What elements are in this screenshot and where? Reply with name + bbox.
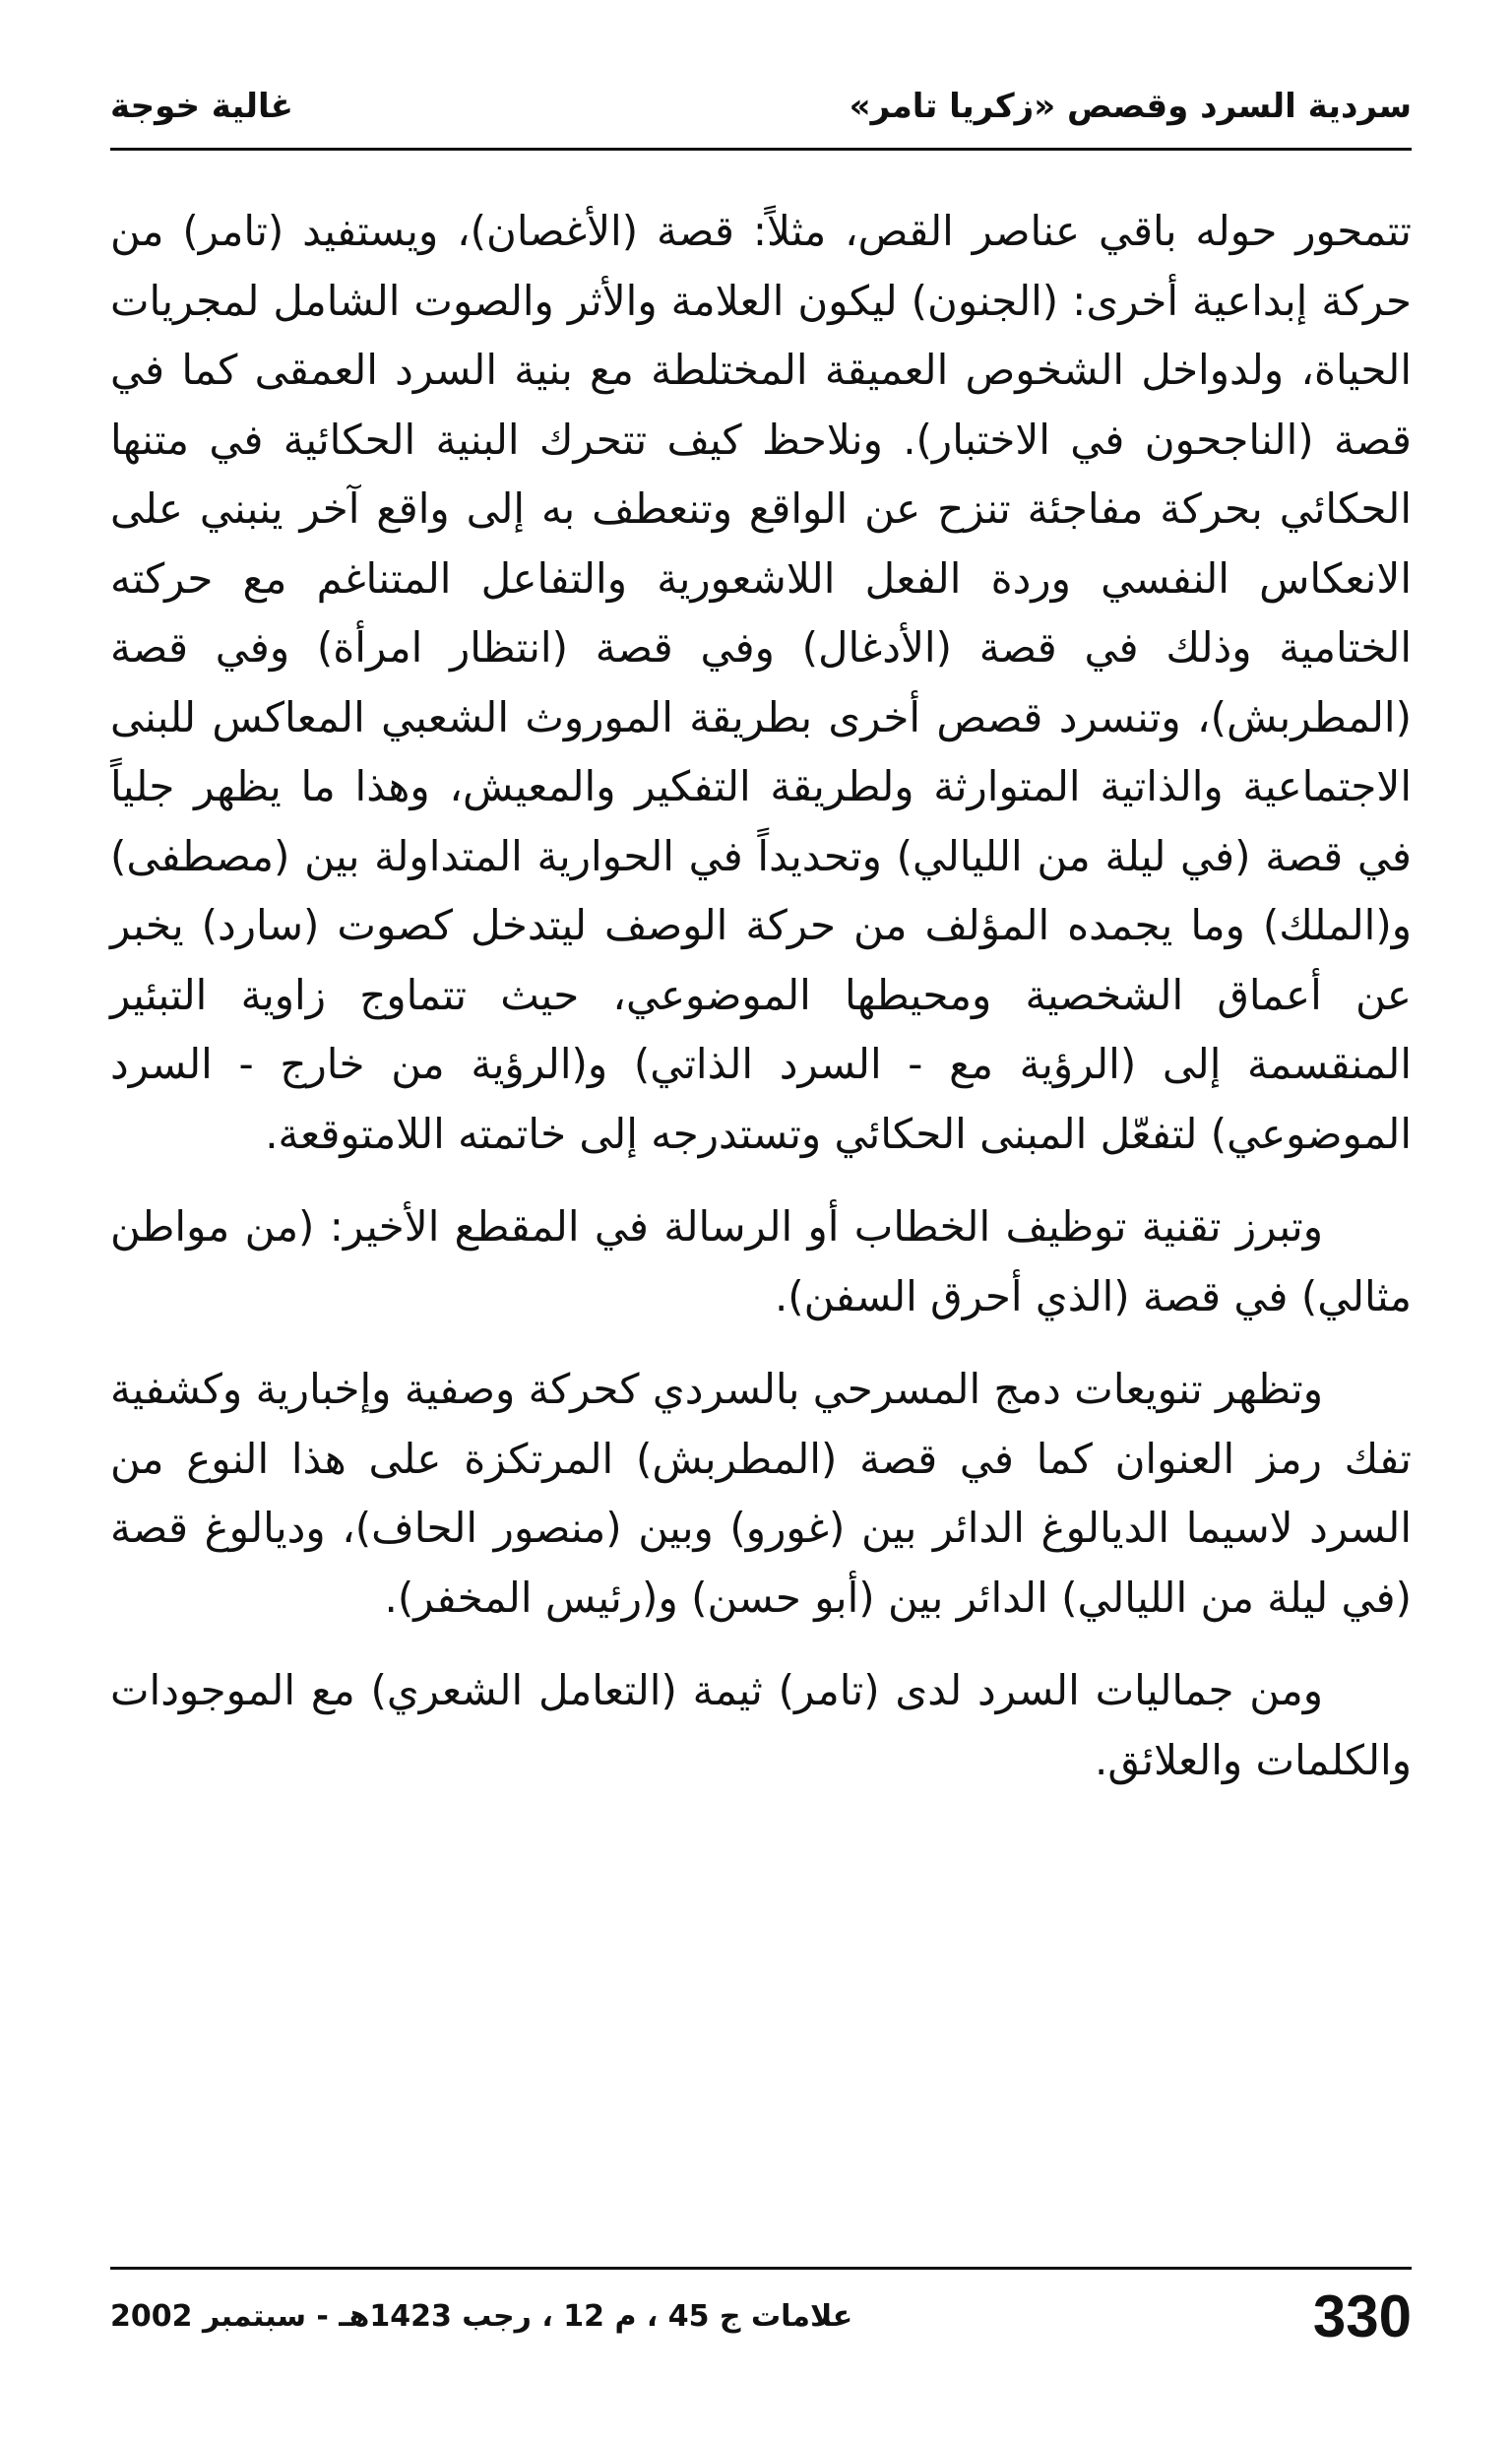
page-number: 330 (1312, 2283, 1412, 2349)
article-title: سردية السرد وقصص «زكريا تامر» (849, 87, 1412, 126)
running-header (110, 77, 1412, 136)
header-divider (110, 148, 1412, 151)
footer-divider (110, 2267, 1412, 2270)
paragraph-3: وتظهر تنويعات دمج المسرحي بالسردي كحركة وصفية وإخبارية وكشفية تفك رمز العنوان كما في قصة (المطربش) المرتكزة على هذا النوع من السرد لاسيما الديالوغ الدائر بين (غورو) وبين (منصور الحاف)، وديالوغ قصة (في ليلة من الليالي) الدائر بين (أبو حسن) و(رئيس المخفر). (110, 1365, 1412, 1622)
page-footer (110, 2282, 1412, 2351)
author-name: غالية خوجة (110, 87, 294, 126)
paragraph-4: ومن جماليات السرد لدى (تامر) ثيمة (التعامل الشعري) مع الموجودات والكلمات والعلائق. (110, 1666, 1412, 1784)
journal-citation: علامات ج 45 ، م 12 ، رجب 1423هـ - سبتمبر 2002 (110, 2299, 853, 2334)
body-text (110, 197, 1412, 1819)
paragraph-2: وتبرز تقنية توظيف الخطاب أو الرسالة في المقطع الأخير: (من مواطن مثالي) في قصة (الذي أحرق السفن). (110, 1202, 1412, 1320)
paragraph-1: تتمحور حوله باقي عناصر القص، مثلاً: قصة (الأغصان)، ويستفيد (تامر) من حركة إبداعية أخرى: (الجنون) ليكون العلامة والأثر والصوت الشامل لمجريات الحياة، ولدواخل الشخوص العميقة المختلطة مع بنية السرد العمقى كما في قصة (الناجحون في الاختبار). ونلاحظ كيف تتحرك البنية الحكائية في متنها الحكائي بحركة مفاجئة تنزح عن الواقع وتنعطف به إلى واقع آخر ينبني على الانعكاس النفسي وردة الفعل اللاشعورية والتفاعل المتناغم مع حركته الختامية وذلك في قصة (الأدغال) وفي قصة (انتظار امرأة) وفي قصة (المطربش)، وتنسرد قصص أخرى بطريقة الموروث الشعبي المعاكس للبنى الاجتماعية والذاتية المتوارثة ولطريقة التفكير والمعيش، وهذا ما يظهر جلياً في قصة (في ليلة من الليالي) وتحديداً في الحوارية المتداولة بين (مصطفى) و(الملك) وما يجمده المؤلف من حركة الوصف ليتدخل كصوت (سارد) يخبر عن أعماق الشخصية ومحيطها الموضوعي، حيث تتماوج زاوية التبئير المنقسمة إلى (الرؤية مع - السرد الذاتي) و(الرؤية من خارج - السرد الموضوعي) لتفعّل المبنى الحكائي وتستدرجه إلى خاتمته اللامتوقعة. (110, 207, 1412, 1158)
